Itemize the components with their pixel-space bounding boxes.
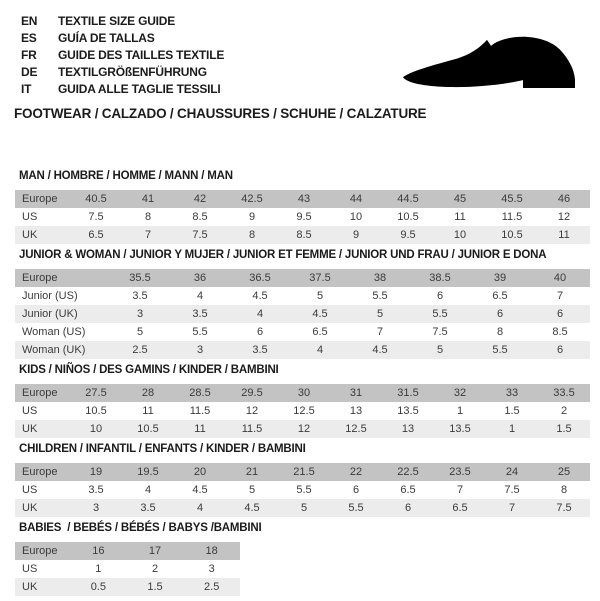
size-cell: 12	[297, 423, 311, 435]
size-guide-sections	[15, 170, 590, 601]
size-cell: 45	[453, 193, 467, 205]
size-cell: 5.5	[432, 308, 448, 320]
size-cell: 10	[453, 229, 467, 241]
size-cell: 8	[496, 326, 504, 338]
size-cell: 1	[95, 563, 102, 575]
size-cell: 11.5	[241, 423, 263, 435]
size-cell: 46	[557, 193, 571, 205]
size-cell: 3.5	[252, 344, 268, 356]
language-row	[21, 81, 224, 98]
size-cell: 42	[193, 193, 207, 205]
size-cell: 9	[248, 211, 256, 223]
size-cell: 7	[556, 290, 564, 302]
section-title: CHILDREN / INFANTIL / ENFANTS / KINDER / BAMBINI	[19, 443, 306, 455]
row-label: US	[22, 484, 38, 496]
size-cell: 4	[316, 344, 324, 356]
language-row	[21, 47, 224, 64]
size-cell: 44.5	[397, 193, 419, 205]
size-cell: 21.5	[293, 466, 315, 478]
language-code: EN	[21, 14, 38, 28]
size-cell: 25	[557, 466, 571, 478]
language-row	[21, 64, 224, 81]
size-table	[15, 190, 590, 244]
section-title: KIDS / NIÑOS / DES GAMINS / KINDER / BAMBINI	[19, 364, 279, 376]
size-cell: 2	[560, 405, 568, 417]
size-cell: 10	[349, 211, 363, 223]
size-cell: 10.5	[137, 423, 159, 435]
language-code: DE	[21, 65, 38, 79]
size-cell: 3.5	[88, 484, 104, 496]
row-label: Europe	[22, 272, 58, 284]
row-label: UK	[22, 581, 38, 593]
size-cell: 7.5	[88, 211, 104, 223]
size-cell: 10	[89, 423, 103, 435]
table-row	[15, 578, 240, 596]
size-cell: 42.5	[241, 193, 263, 205]
size-cell: 4	[196, 502, 204, 514]
size-cell: 12.5	[345, 423, 367, 435]
row-label: UK	[22, 423, 38, 435]
row-label: Europe	[22, 466, 58, 478]
language-code: IT	[21, 82, 32, 96]
size-cell: 36	[193, 272, 207, 284]
table-row	[15, 542, 240, 560]
size-cell: 41	[141, 193, 155, 205]
size-cell: 7	[508, 502, 516, 514]
size-cell: 4.5	[244, 502, 260, 514]
size-cell: 9	[352, 229, 360, 241]
size-section	[15, 443, 590, 517]
language-list	[21, 13, 224, 98]
size-cell: 7	[456, 484, 464, 496]
size-cell: 35.5	[129, 272, 151, 284]
size-cell: 13.5	[449, 423, 471, 435]
size-cell: 11	[454, 211, 466, 223]
size-cell: 5.5	[492, 344, 508, 356]
size-cell: 29.5	[241, 387, 263, 399]
size-cell: 38.5	[429, 272, 451, 284]
size-cell: 20	[193, 466, 207, 478]
size-cell: 9.5	[400, 229, 416, 241]
size-cell: 1.5	[147, 581, 163, 593]
table-row	[15, 269, 590, 287]
size-cell: 5.5	[192, 326, 208, 338]
language-row	[21, 13, 224, 30]
size-table	[15, 463, 590, 517]
size-cell: 5.5	[372, 290, 388, 302]
size-section	[15, 522, 590, 596]
size-table	[15, 542, 240, 596]
size-cell: 7	[376, 326, 384, 338]
row-label: Junior (US)	[22, 290, 78, 302]
table-row	[15, 560, 240, 578]
size-cell: 6	[556, 308, 564, 320]
size-cell: 36.5	[249, 272, 271, 284]
language-label: TEXTILGRÖßENFÜHRUNG	[58, 65, 207, 79]
size-cell: 5	[248, 484, 256, 496]
size-cell: 12.5	[293, 405, 315, 417]
size-cell: 7	[144, 229, 152, 241]
size-cell: 2	[151, 563, 159, 575]
size-cell: 5	[316, 290, 324, 302]
size-cell: 4.5	[312, 308, 328, 320]
table-row	[15, 420, 590, 438]
size-cell: 6	[256, 326, 264, 338]
section-title: BABIES / BEBÉS / BÉBÉS / BABYS /BAMBINI	[19, 522, 262, 534]
size-cell: 6	[556, 344, 564, 356]
size-cell: 3.5	[192, 308, 208, 320]
size-cell: 9.5	[296, 211, 312, 223]
size-cell: 18	[205, 545, 218, 557]
size-cell: 44	[349, 193, 363, 205]
size-cell: 4.5	[372, 344, 388, 356]
size-cell: 8	[144, 211, 152, 223]
size-cell: 11	[142, 405, 154, 417]
size-cell: 1	[508, 423, 516, 435]
category-title: FOOTWEAR / CALZADO / CHAUSSURES / SCHUHE / CALZATURE	[14, 106, 427, 121]
size-cell: 11	[194, 423, 206, 435]
size-cell: 8.5	[552, 326, 568, 338]
size-section	[15, 249, 590, 359]
size-cell: 3	[92, 502, 100, 514]
size-cell: 12	[557, 211, 571, 223]
language-label: TEXTILE SIZE GUIDE	[58, 14, 176, 28]
size-cell: 3	[196, 344, 204, 356]
size-cell: 3	[136, 308, 144, 320]
language-code: ES	[21, 31, 37, 45]
size-cell: 7.5	[432, 326, 448, 338]
language-label: GUIDA ALLE TAGLIE TESSILI	[58, 82, 221, 96]
row-label: US	[22, 405, 38, 417]
size-cell: 6.5	[400, 484, 416, 496]
size-cell: 19.5	[137, 466, 159, 478]
size-cell: 10.5	[501, 229, 523, 241]
size-cell: 6	[496, 308, 504, 320]
size-cell: 28	[141, 387, 155, 399]
size-cell: 7.5	[192, 229, 208, 241]
table-row	[15, 323, 590, 341]
size-cell: 11.5	[189, 405, 211, 417]
shoe-icon	[402, 36, 577, 90]
size-section	[15, 170, 590, 244]
table-row	[15, 384, 590, 402]
size-cell: 40	[553, 272, 567, 284]
size-cell: 8.5	[192, 211, 208, 223]
size-cell: 4	[256, 308, 264, 320]
table-row	[15, 341, 590, 359]
size-cell: 38	[373, 272, 387, 284]
size-cell: 39	[493, 272, 507, 284]
size-cell: 24	[505, 466, 519, 478]
size-section	[15, 364, 590, 438]
size-cell: 13	[349, 405, 363, 417]
size-cell: 7.5	[504, 484, 520, 496]
section-title: MAN / HOMBRE / HOMME / MANN / MAN	[19, 170, 233, 182]
size-cell: 31	[349, 387, 363, 399]
size-cell: 40.5	[85, 193, 107, 205]
size-cell: 10.5	[85, 405, 107, 417]
size-cell: 17	[148, 545, 162, 557]
size-cell: 12	[245, 405, 259, 417]
table-row	[15, 402, 590, 420]
size-cell: 13	[401, 423, 415, 435]
size-cell: 1	[456, 405, 464, 417]
row-label: Europe	[22, 545, 58, 557]
size-cell: 8	[248, 229, 256, 241]
size-cell: 30	[297, 387, 311, 399]
row-label: Woman (UK)	[22, 344, 86, 356]
size-cell: 21	[245, 466, 259, 478]
size-cell: 13.5	[397, 405, 419, 417]
table-row	[15, 287, 590, 305]
size-cell: 6.5	[88, 229, 104, 241]
size-cell: 10.5	[397, 211, 419, 223]
row-label: UK	[22, 502, 38, 514]
size-cell: 0.5	[90, 581, 106, 593]
row-label: UK	[22, 229, 38, 241]
size-cell: 3.5	[132, 290, 148, 302]
size-cell: 32	[453, 387, 467, 399]
size-cell: 6	[404, 502, 412, 514]
size-cell: 31.5	[397, 387, 419, 399]
size-cell: 11	[558, 229, 570, 241]
row-label: Junior (UK)	[22, 308, 78, 320]
size-cell: 6.5	[492, 290, 508, 302]
size-cell: 5	[436, 344, 444, 356]
size-cell: 33.5	[553, 387, 575, 399]
row-label: Europe	[22, 193, 58, 205]
size-cell: 8	[560, 484, 568, 496]
section-title: JUNIOR & WOMAN / JUNIOR Y MUJER / JUNIOR ET FEMME / JUNIOR UND FRAU / JUNIOR E DONA	[19, 249, 547, 261]
size-cell: 28.5	[189, 387, 211, 399]
row-label: Woman (US)	[22, 326, 86, 338]
size-cell: 16	[92, 545, 105, 557]
size-cell: 43	[297, 193, 311, 205]
size-cell: 45.5	[501, 193, 523, 205]
language-code: FR	[21, 48, 37, 62]
language-label: GUIDE DES TAILLES TEXTILE	[58, 48, 225, 62]
size-cell: 22	[349, 466, 363, 478]
size-table	[15, 269, 590, 359]
size-cell: 6	[352, 484, 360, 496]
size-cell: 2.5	[132, 344, 148, 356]
size-cell: 11.5	[501, 211, 523, 223]
size-cell: 4.5	[192, 484, 208, 496]
size-cell: 4	[196, 290, 204, 302]
size-cell: 4	[144, 484, 152, 496]
row-label: US	[22, 563, 38, 575]
table-row	[15, 190, 590, 208]
size-cell: 5	[376, 308, 384, 320]
size-cell: 5	[136, 326, 144, 338]
table-row	[15, 481, 590, 499]
size-cell: 6.5	[312, 326, 328, 338]
size-cell: 7.5	[556, 502, 572, 514]
size-cell: 22.5	[397, 466, 419, 478]
row-label: Europe	[22, 387, 58, 399]
size-cell: 33	[505, 387, 519, 399]
size-cell: 1.5	[556, 423, 572, 435]
table-row	[15, 305, 590, 323]
size-cell: 6.5	[452, 502, 468, 514]
size-cell: 2.5	[204, 581, 220, 593]
table-row	[15, 499, 590, 517]
size-cell: 6	[436, 290, 444, 302]
size-cell: 3	[208, 563, 215, 575]
table-row	[15, 226, 590, 244]
size-cell: 5.5	[348, 502, 364, 514]
size-cell: 1.5	[504, 405, 520, 417]
size-cell: 27.5	[85, 387, 107, 399]
size-cell: 19	[89, 466, 103, 478]
size-cell: 5.5	[296, 484, 312, 496]
table-row	[15, 463, 590, 481]
size-cell: 4.5	[252, 290, 268, 302]
size-cell: 23.5	[449, 466, 471, 478]
size-table	[15, 384, 590, 438]
table-row	[15, 208, 590, 226]
language-row	[21, 30, 224, 47]
language-label: GUÍA DE TALLAS	[58, 31, 155, 45]
row-label: US	[22, 211, 38, 223]
size-cell: 5	[300, 502, 308, 514]
size-cell: 37.5	[309, 272, 331, 284]
size-cell: 3.5	[140, 502, 156, 514]
size-cell: 8.5	[296, 229, 312, 241]
